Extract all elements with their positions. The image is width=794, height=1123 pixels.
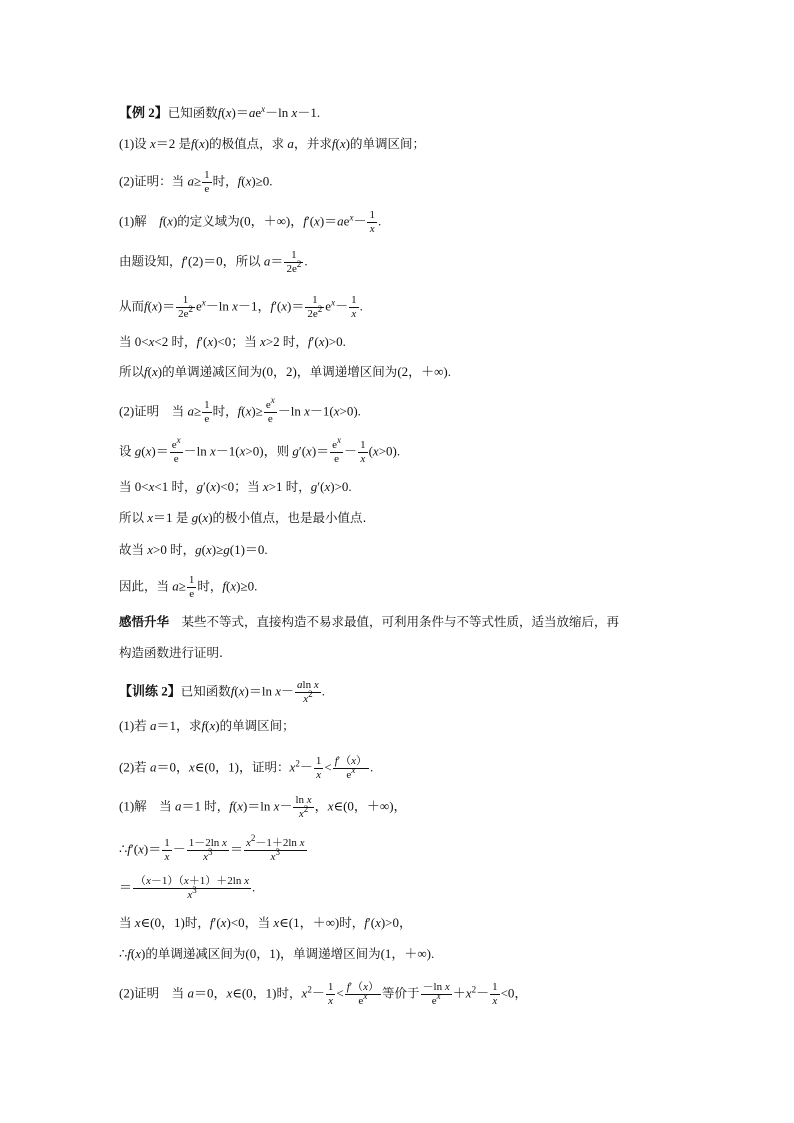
fraction: $\frac{1}{2e^2}$ xyxy=(286,249,302,275)
fraction: $\frac{1}{2e^2}$ xyxy=(307,294,323,320)
fraction: $\frac{x^2-1+2\ln x}{x^3}$ xyxy=(245,833,305,863)
fraction: $\frac{e^x}{e}$ xyxy=(265,395,275,425)
solution-1-line-3: 从而f(x)＝ $\frac{1}{2e^2}$ $e^x-\ln$ x－1，f′(x)＝ $\frac{1}{2e^2}$ $e^x-$ $\frac{1}{x}$ . xyxy=(119,294,363,320)
solution-1-line-2: 由题设知，f′(2)＝0，所以 a＝ $\frac{1}{2e^2}$ . xyxy=(119,249,308,275)
fraction: $\frac{\text{（x－1）（x＋1）＋2ln x}}{x^3}$ xyxy=(135,875,249,901)
insight-label: 感悟升华 xyxy=(119,614,170,629)
fraction: $\frac{1}{x}$ xyxy=(327,981,334,1007)
training-solution-1-line-5: ∴f(x)的单调递减区间为(0，1)，单调递增区间为(1，＋∞). xyxy=(119,946,435,961)
training-title: 【训练 2】已知函数f(x)＝ln x－ $\frac{\text{aln x}}{x^2}$ . xyxy=(119,679,325,705)
fraction: $\frac{1}{x}$ xyxy=(492,981,498,1007)
fraction: $\frac{\text{ln x}}{x^2}$ xyxy=(295,794,312,820)
fraction: $\frac{f'(x)}{e^x}$ xyxy=(334,755,368,781)
fraction: $\frac{e^x}{e}$ xyxy=(332,435,342,465)
fraction: $\frac{1}{e}$ xyxy=(204,399,210,425)
insight-text-1: 某些不等式，直接构造不易求最值，可利用条件与不等式性质，适当放缩后，再 xyxy=(169,614,620,629)
insight-line-1 xyxy=(119,613,619,631)
example-question-2: (2)证明：当 a≥ $\frac{1}{e}$ 时，f(x)≥0. xyxy=(119,169,273,195)
solution-2-line-6: 因此，当 a≥ $\frac{1}{e}$ 时，f(x)≥0. xyxy=(119,574,258,600)
solution-1-line-1: (1)解 f(x)的定义域为(0，＋∞)，$f'(x)=ae^x-$ $\frac{1}{x}$ . xyxy=(119,209,382,235)
solution-2-line-3: 当 0<x<1 时，g′(x)<0；当 x>1 时，g′(x)>0. xyxy=(119,479,352,494)
fraction: $\frac{e^x}{e}$ xyxy=(171,435,181,465)
solution-2-line-4: 所以 x＝1 是 g(x)的极小值点，也是最小值点. xyxy=(119,510,367,525)
solution-2-line-5: 故当 x>0 时，g(x)≥g(1)＝0. xyxy=(119,542,268,557)
fraction: $\frac{\text{aln x}}{x^2}$ xyxy=(297,679,319,705)
fraction: $\frac{1}{x}$ xyxy=(315,755,322,781)
solution-1-line-5: 所以f(x)的单调递减区间为(0，2)，单调递增区间为(2，＋∞). xyxy=(119,364,451,379)
fraction: $\frac{1}{e}$ xyxy=(204,169,210,195)
solution-1-line-4: 当 0<x<2 时，f′(x)<0；当 x>2 时，f′(x)>0. xyxy=(119,334,346,349)
fraction: $\frac{\text{－ln x}}{e^x}$ xyxy=(422,981,450,1007)
fraction: $\frac{1}{2e^2}$ xyxy=(178,294,193,320)
insight-line-2: 构造函数进行证明. xyxy=(119,645,223,660)
fraction: $\frac{\text{1－2ln x}}{x^3}$ xyxy=(188,837,227,863)
fraction: $\frac{1}{x}$ xyxy=(369,209,375,235)
training-solution-1-line-3: ＝ $\frac{\text{（x－1）（x＋1）＋2ln x}}{x^3}$ . xyxy=(119,875,256,901)
fraction: $\frac{f'(x)}{e^x}$ xyxy=(346,981,380,1007)
solution-2-line-2: 设 g(x)＝ $\frac{e^x}{e}$ －ln x－1(x>0)，则 g′(x)＝ $\frac{e^x}{e}$ － $\frac{1}{x}$ (x>0). xyxy=(119,435,401,465)
training-solution-1-line-2: ∴f′(x)＝ $\frac{1}{x}$ － $\frac{\text{1－2ln x}}{x^3}$ ＝ $\frac{x^2-1+2\ln x}{x^3}$ xyxy=(119,833,305,863)
training-solution-1-line-4: 当 x∈(0，1)时，f′(x)<0，当 x∈(1，＋∞)时，f′(x)>0， xyxy=(119,915,413,930)
solution-2-line-1: (2)证明 当 a≥ $\frac{1}{e}$ 时，f(x)≥ $\frac{e^x}{e}$ －ln x－1(x>0). xyxy=(119,395,361,425)
fraction: $\frac{1}{e}$ xyxy=(188,574,195,600)
training-question-2: (2)若 a＝0，x∈(0，1)，证明：$x^2-$ $\frac{1}{x}$ < $\frac{f'(x)}{e^x}$ . xyxy=(119,755,374,781)
example-title: 【例 2】已知函数$f(x)=ae^x-\ln$ x－1. xyxy=(119,104,321,120)
training-solution-2-line-1: (2)证明 当 a＝0，x∈(0，1)时，$x^2-$ $\frac{1}{x}$ < $\frac{f'(x)}{e^x}$ 等价于 $\frac{\text{－ln x}}{e^x}$ $+x^2-$ $\frac{1}{x}$ <0， xyxy=(119,981,528,1007)
training-solution-1-line-1: (1)解 当 a＝1 时，f(x)＝ln x－ $\frac{\text{ln x}}{x^2}$ ，x∈(0，＋∞)， xyxy=(119,794,407,820)
training-question-1: (1)若 a＝1，求f(x)的单调区间； xyxy=(119,718,295,733)
fraction: $\frac{1}{x}$ xyxy=(164,837,170,863)
fraction: $\frac{1}{x}$ xyxy=(360,439,366,465)
fraction: $\frac{1}{x}$ xyxy=(351,294,357,320)
example-question-1: (1)设 x＝2 是f(x)的极值点，求 a，并求f(x)的单调区间； xyxy=(119,136,425,151)
